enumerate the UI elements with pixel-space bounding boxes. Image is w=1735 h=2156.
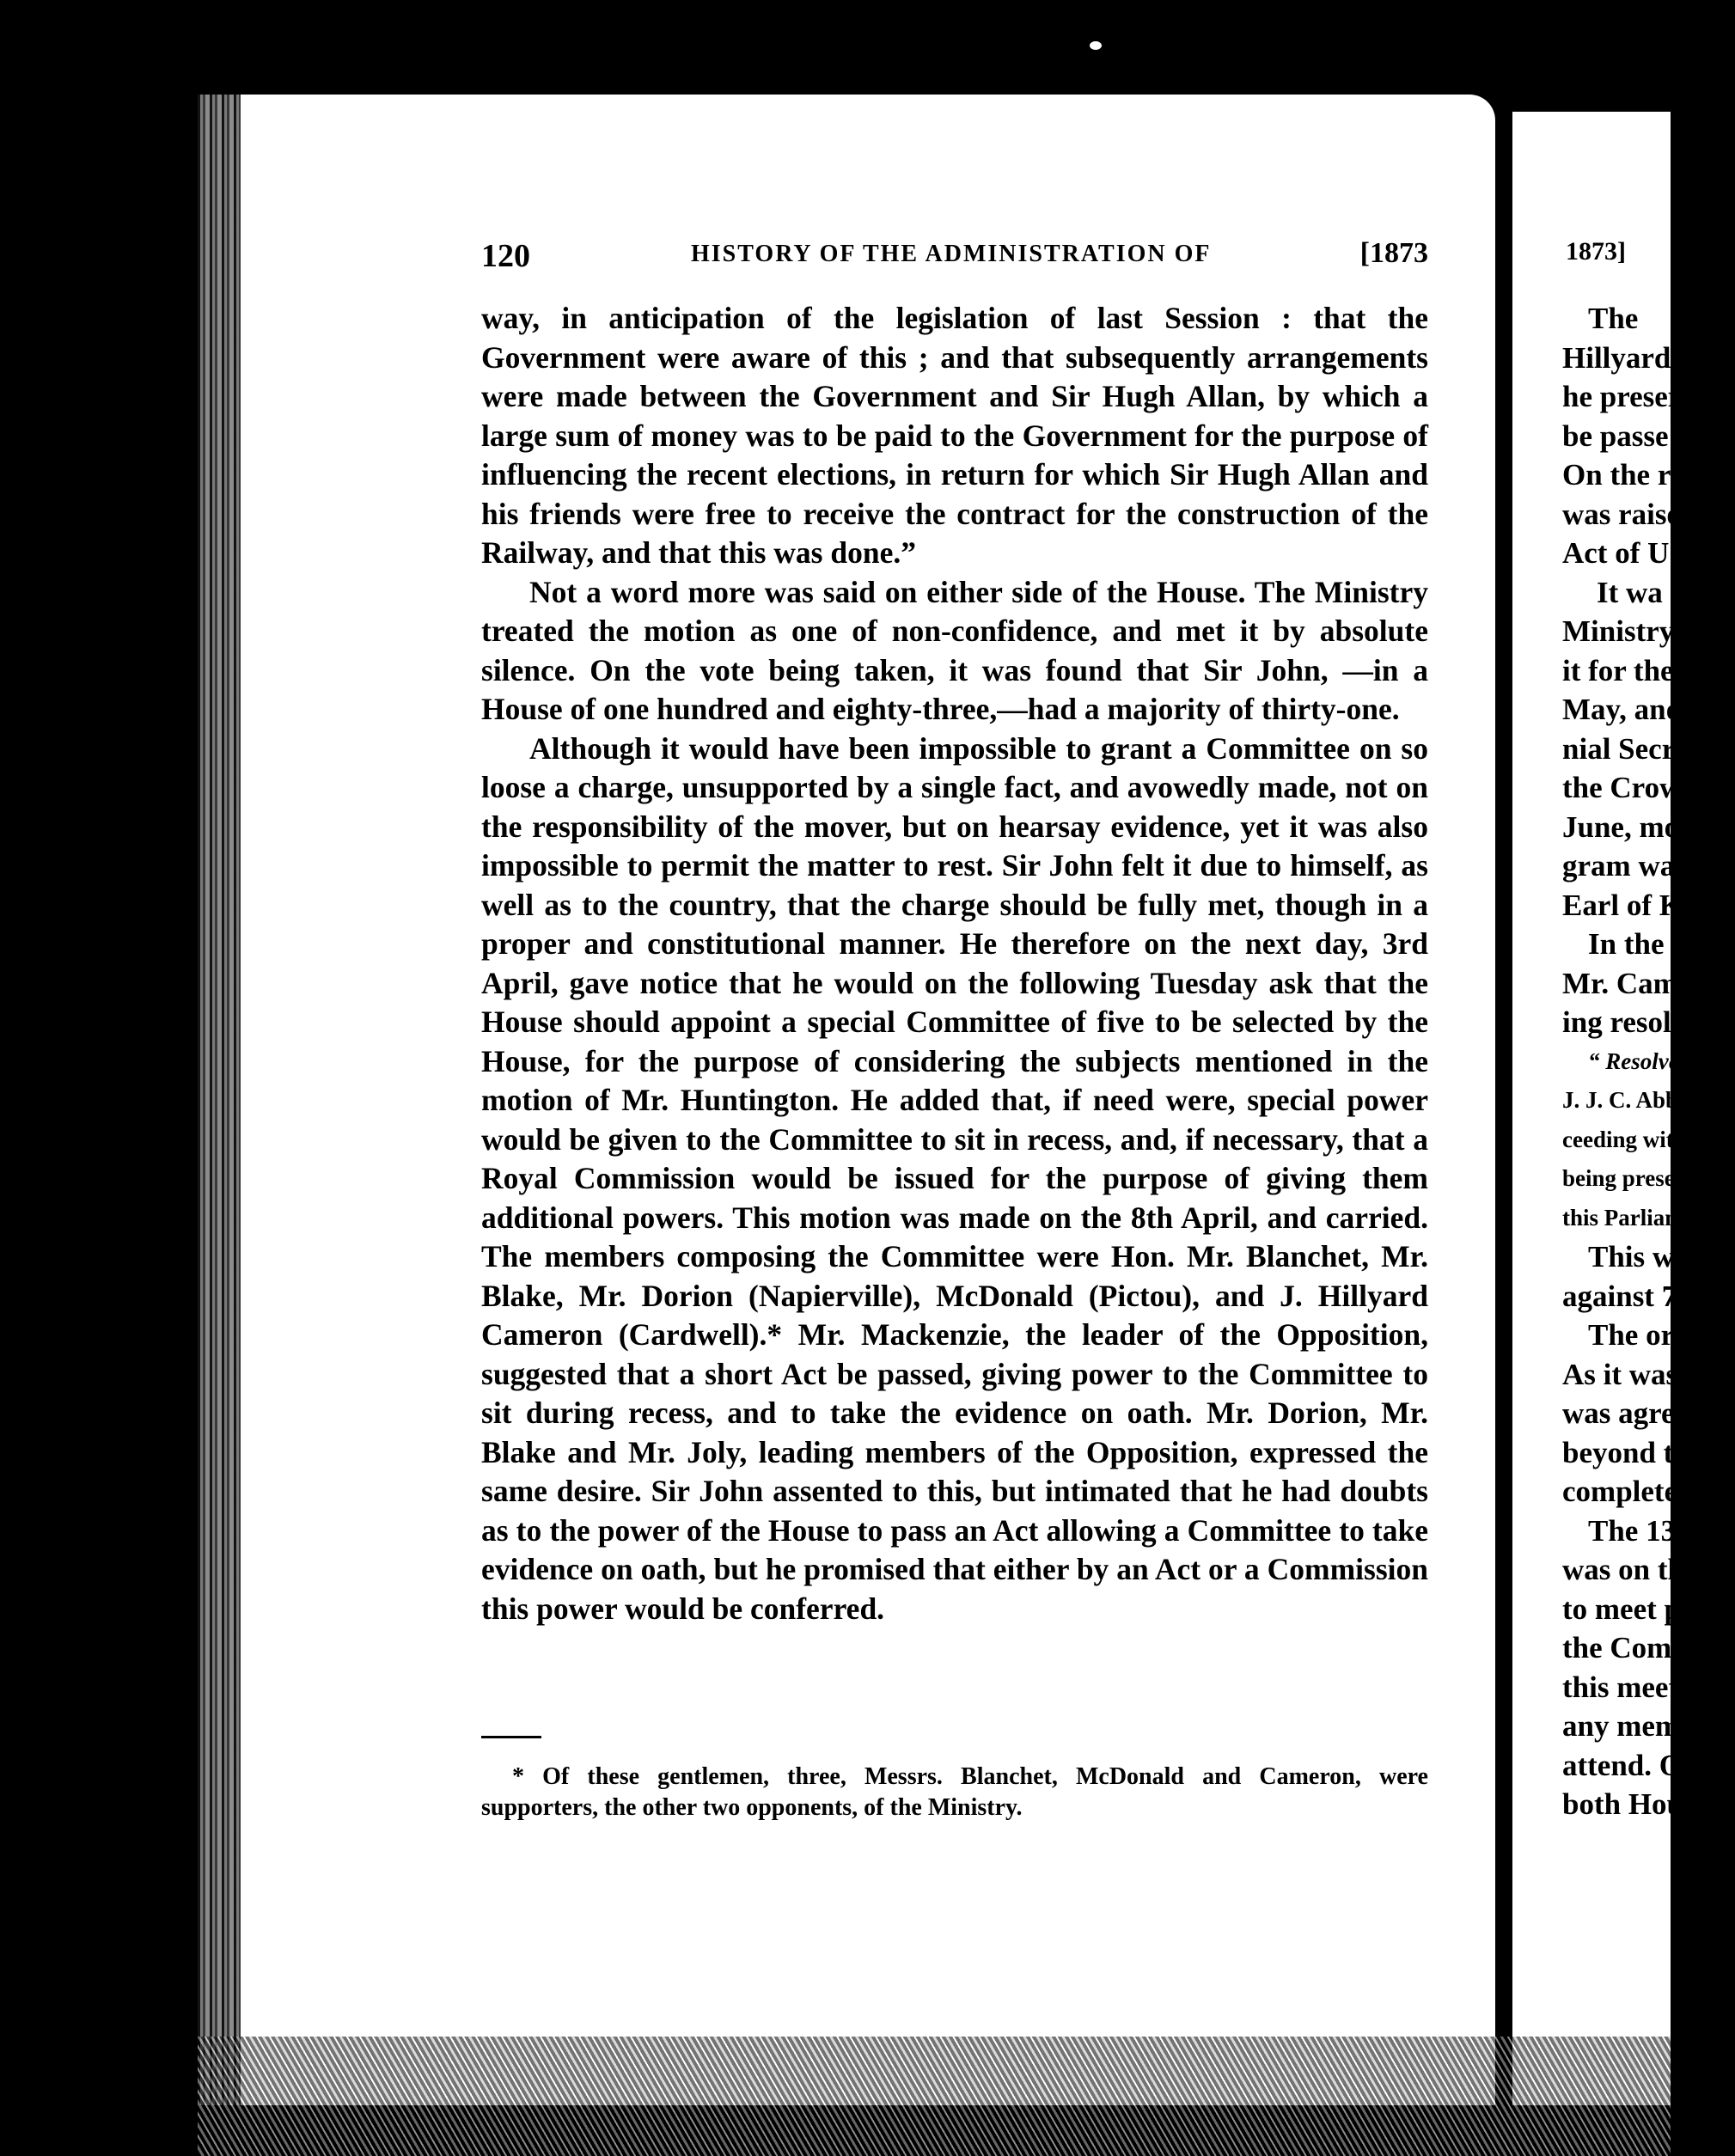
running-year: [1873 <box>1359 237 1428 269</box>
text-line: Ministry, <box>1562 614 1681 648</box>
paragraph: Although it would have been impossible to grant a Committee on so loose a charge, unsupported by a single fact, and avowedly made, not on the responsibility of the mover, but on hearsay evidence, yet it was also impossible to permit the matter to rest. Sir John felt it due to himself, as well as to the country, that the charge should be fully met, though in a proper and constitutional manner. He therefore on the next day, 3rd April, gave notice that he would on the following Tuesday ask that the House should appoint a special Committee of five to be selected by the House, for the purpose of considering the subjects mentioned in the motion of Mr. Huntington. He added that, if need were, special power would be given to the Committee to sit in recess, and, if necessary, that a Royal Commission would be issued for the purpose of giving them additional powers. This motion was made on the 8th April, and carried. The members composing the Committee were Hon. Mr. Blanchet, Mr. Blake, Mr. Dorion (Napierville), McDonald (Pictou), and J. Hillyard Cameron (Cardwell).* Mr. Mackenzie, the leader of the Opposition, suggested that a short Act be passed, giving power to the Committee to sit during recess, and to take the evidence on oath. Mr. Dorion, Mr. Blake and Mr. Joly, leading members of the Opposition, expressed the same desire. Sir John assented to this, but intimated that he had doubts as to the power of the House to pass an Act allowing a Committee to take evidence on oath, but he promised that either by an Act or a Commission this power would be conferred. <box>481 730 1428 1626</box>
text-line: gram was r <box>1562 849 1708 883</box>
text-line: The ord <box>1588 1318 1691 1352</box>
scan-speck <box>1090 41 1102 50</box>
text-line: to meet pro <box>1562 1591 1709 1626</box>
text-line: this Parliamen <box>1562 1204 1708 1231</box>
text-line: the Committ <box>1562 1631 1726 1664</box>
paragraph: way, in anticipation of the legislation of last Session : that the Government were aware of this ; and that subsequently arrangements were made between the Government and Sir Hugh Allan, by which a large sum of money was to be paid to the Government for the purpose of influencing the recent elections, in return for which Sir Hugh Allan and his friends were free to receive the contract for the construction of the Railway, and that this was done.” <box>481 301 1428 570</box>
text-line: beyond the <box>1562 1435 1704 1469</box>
text-line: Hillyard <box>1562 340 1671 375</box>
text-line: Mr. Camer <box>1562 966 1705 1000</box>
text-line: attend. On t <box>1562 1748 1717 1782</box>
text-line: was raise <box>1562 497 1681 531</box>
text-line: The <box>1588 302 1639 335</box>
text-line: On the r <box>1562 458 1671 492</box>
text-line: Act of U <box>1562 536 1670 570</box>
text-line: J. J. C. Abbo <box>1562 1087 1690 1113</box>
footnote: * Of these gentlemen, three, Messrs. Blanchet, McDonald and Cameron, were supporters, the other two opponents, of the Ministry. <box>481 1763 1428 1821</box>
scan-bottom-edge <box>198 2037 1671 2156</box>
running-head <box>481 237 1428 272</box>
text-line: May, and <box>1562 693 1683 726</box>
text-line: against 76 r <box>1562 1279 1713 1313</box>
text-line: it for the <box>1562 653 1674 687</box>
text-line: nial Secre <box>1562 731 1689 766</box>
text-line: he preser <box>1562 380 1682 413</box>
text-line: The 13th <box>1588 1513 1703 1548</box>
text-line: both Houses <box>1562 1787 1720 1821</box>
text-line: was on the 2 <box>1562 1553 1720 1586</box>
footnote-rule <box>481 1736 541 1738</box>
right-page-text <box>1562 299 1735 1824</box>
right-running-year: 1873] <box>1566 237 1626 266</box>
page-number: 120 <box>481 238 530 274</box>
text-line: It wa <box>1597 575 1663 609</box>
text-line: “ Resolve <box>1588 1047 1679 1074</box>
paragraph: Not a word more was said on either side of the House. The Ministry treated the motion as one of non-confidence, and met it by absolute silence. On the vote being taken, it was found that Sir John, —in a House of one hundred and eighty-three,—had a majority of thirty-one. <box>481 574 1428 726</box>
text-line: this meeting <box>1562 1670 1719 1704</box>
text-line: be passe <box>1562 418 1669 453</box>
text-line: In the <box>1588 927 1665 961</box>
running-title: HISTORY OF THE ADMINISTRATION OF <box>691 241 1212 267</box>
text-line: ceeding with <box>1562 1126 1687 1152</box>
text-line: June, mor <box>1562 809 1693 844</box>
text-line: As it was co <box>1562 1357 1714 1391</box>
text-line: any members <box>1562 1709 1735 1743</box>
text-line: being present <box>1562 1165 1695 1191</box>
text-line: This was <box>1588 1240 1701 1273</box>
body-text <box>481 299 1428 1628</box>
text-line: Earl of Ki <box>1562 888 1691 922</box>
text-line: the Crow <box>1562 771 1682 804</box>
text-line: ing resolut <box>1562 1005 1698 1039</box>
text-line: was agreed t <box>1562 1396 1722 1430</box>
text-line: complete the <box>1562 1475 1726 1508</box>
